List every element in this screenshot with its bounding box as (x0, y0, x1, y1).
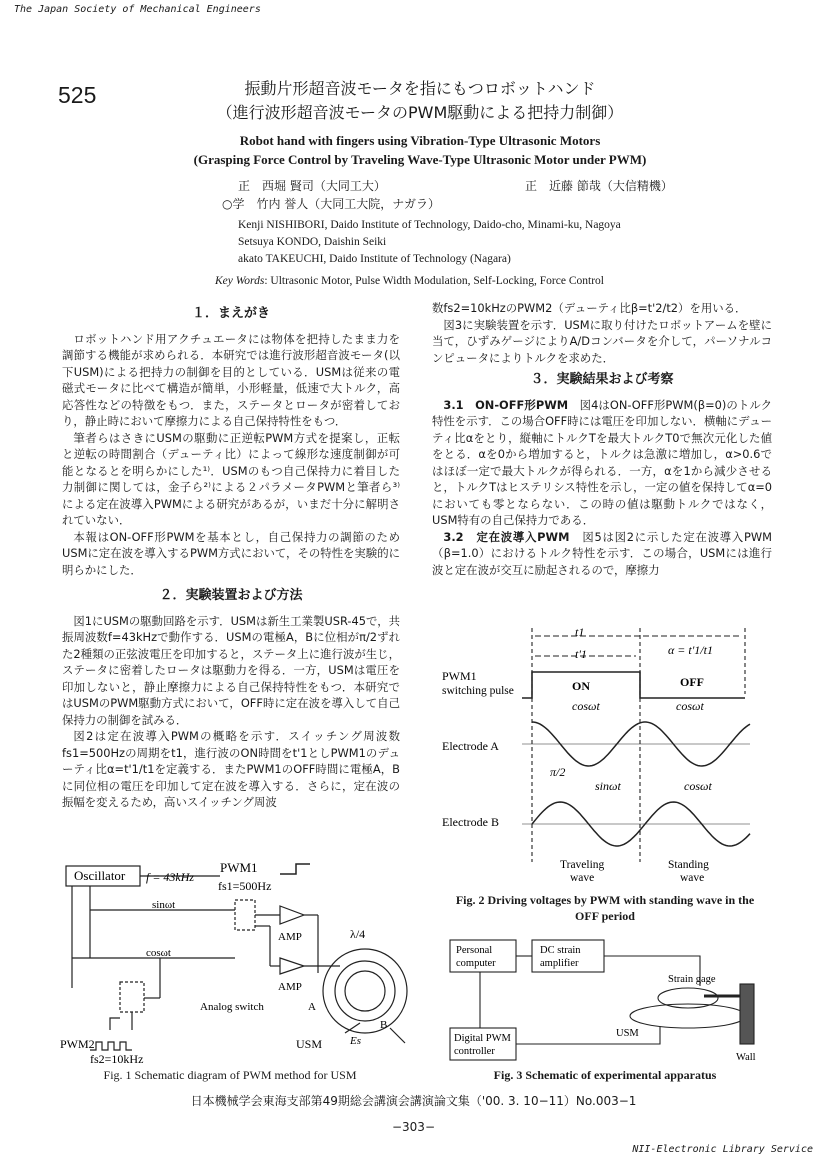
t1p-label: t'1 (575, 647, 587, 661)
paragraph-fig3: 図3に実験装置を示す．USMに取り付けたロボットアームを壁に当て，ひずみゲージによりA/Dコンバータを介して，パーソナルコンピュータによりトルクを求めた． (432, 317, 772, 365)
pwm1-label: PWM1 (220, 860, 258, 875)
title-en-line1: Robot hand with fingers using Vibration-Type Ultrasonic Motors (239, 133, 601, 148)
pi2-label: π/2 (550, 765, 566, 779)
es-label: Es (350, 1035, 361, 1047)
nii-footer: NII-Electronic Library Service (632, 1144, 813, 1155)
alpha-label: α = t'1/t1 (668, 643, 713, 657)
fs2-label: fs2=10kHz (90, 1052, 144, 1066)
sec2-paragraph-2: 図2は定在波導入PWMの概略を示す．スイッチング周波数fs1=500Hzの周期をt1，進行波のON時間をt'1としPWM1のデューティ比α=t'1/t1を定義する．またPWM1のOFF時間に電極A，Bに同位相の電圧を印加して定在波を導入する．さらに，定在波の振幅を変えるため，高いスイッチング周波 (62, 729, 400, 809)
figure-1-circuit (60, 858, 410, 1068)
figure-3-apparatus (440, 936, 770, 1071)
off-label: OFF (680, 675, 704, 689)
society-header: The Japan Society of Mechanical Engineers (14, 4, 261, 15)
standing-wave-label: wave (680, 872, 705, 884)
title-jp-line2: （進行波形超音波モータのPWM駆動による把持力制御） (216, 103, 624, 122)
subsection-3-1-text: 図4はON-OFF形PWM(β=0)のトルク特性を示す．この場合OFF時には電圧を印加しない．横軸にデューティ比αをとり，縦軸にトルクTを最大トルクT0で無次元化した値をとる．αを0から増加すると，トルクは急激に増加し，α>0.6ではほぼ一定で最大トルクが得られる．一方，αを1から減少させると，トルクTはヒステリシス特性を示し，一定の値を保持してα=0においても零とならない．この時の値は駆動トルクではなく，USM特有の自己保持力である． (432, 397, 772, 527)
switching-pulse-label: switching pulse (442, 685, 514, 697)
cos-label-1: cosωt (572, 699, 600, 713)
pwm1-pulse (522, 672, 745, 698)
sin-label-fig2: sinωt (595, 779, 621, 793)
analog-switch-label: Analog switch (200, 1001, 264, 1013)
dc-amp-label-2: amplifier (540, 958, 579, 969)
oscillator-label: Oscillator (74, 868, 126, 883)
keywords (215, 275, 604, 287)
author-en-3: akato TAKEUCHI, Daido Institute of Technology (Nagara) (238, 253, 511, 265)
electrode-b-label: B (380, 1019, 388, 1031)
right-column (432, 300, 772, 578)
cos-label-2: cosωt (676, 699, 704, 713)
electrode-b-label-fig2: Electrode B (442, 815, 499, 829)
page-number: −303− (391, 1120, 435, 1134)
electrode-a-label: A (308, 1001, 316, 1013)
amp-2 (280, 958, 304, 974)
keywords-text: : Ultrasonic Motor, Pulse Width Modulation, Self-Locking, Force Control (264, 275, 604, 287)
proceedings-footer: 日本機械学会東海支部第49期総会講演会講演論文集（'00. 3. 10−11）No.003−1 (190, 1094, 637, 1108)
lambda-label: λ/4 (350, 927, 366, 941)
amp-1 (280, 906, 304, 924)
strain-gage-label: Strain gage (668, 974, 716, 985)
pwm2-waveform (90, 1042, 132, 1050)
keywords-label: Key Words (215, 275, 265, 287)
usm-label: USM (296, 1037, 323, 1051)
figure-2-waveforms (440, 624, 770, 894)
wall-label: Wall (736, 1052, 756, 1063)
figure-3-caption: Fig. 3 Schematic of experimental apparatus (493, 1068, 717, 1082)
traveling-wave-label: wave (570, 872, 595, 884)
cos-label: cosωt (146, 947, 171, 959)
figure-2-caption-line1: Fig. 2 Driving voltages by PWM with standing wave in the (455, 893, 755, 907)
electrode-a-label-fig2: Electrode A (442, 739, 499, 753)
sec2-paragraph-1: 図1にUSMの駆動回路を示す．USMは新生工業製USR-45で，共振周波数f=43kHzで動作する．USMの電極A，Bに位相がπ/2ずれた2種類の正弦波電圧を印加すると，ステータ上に進行波が生じ，ステータに密着したロータは駆動力を得る．一方，USMは電圧を印加しないと，静止摩擦力による自己保持特性をもつ．本研究ではUSMのPWM駆動方式において，OFF時に定在波を導入して自己保持力の制御を試みる． (62, 613, 400, 727)
pc-label-2: computer (456, 958, 496, 969)
amp1-label: AMP (278, 931, 302, 943)
author-jp-3: ○学 竹内 誉人（大同工大院，ナガラ） (222, 197, 441, 211)
sec1-paragraph-2: 筆者らはさきにUSMの駆動に正逆転PWM方式を提案し，正転と逆転の時間割合（デューティ比）によって線形な速度制御が可能となるとを明らかにした¹⁾．USMのもつ自己保持力に着目した力制御に関しては，金子ら²⁾による２パラメータPWMと筆者ら³⁾による定在波導入PWMによる研究があるが，いまだ十分に解明されていない． (62, 430, 400, 527)
traveling-label: Traveling (560, 859, 605, 871)
fs1-label: fs1=500Hz (218, 879, 272, 893)
author-en-2: Setsuya KONDO, Daishin Seiki (238, 236, 387, 248)
dc-amp-label-1: DC strain (540, 945, 581, 956)
cos-label-3: cosωt (684, 779, 712, 793)
sin-label: sinωt (152, 899, 176, 911)
section-2-title: ２．実験装置および方法 (159, 588, 303, 603)
author-en-1: Kenji NISHIBORI, Daido Institute of Technology, Daido-cho, Minami-ku, Nagoya (238, 219, 621, 231)
on-label: ON (572, 679, 590, 693)
title-en-line2: (Grasping Force Control by Traveling Wave-Type Ultrasonic Motor under PWM) (193, 152, 647, 167)
pwm-controller-label-1: Digital PWM (454, 1033, 511, 1044)
switch-1 (235, 900, 255, 930)
standing-label: Standing (668, 859, 709, 871)
pwm-controller-label-2: controller (454, 1046, 495, 1057)
title-jp-line1: 振動片形超音波モータを指にもつロボットハンド (244, 79, 596, 98)
section-1-title: １．まえがき (191, 306, 270, 321)
pc-label-1: Personal (456, 945, 493, 956)
left-column (62, 300, 400, 811)
figure-2-caption-line2: OFF period (575, 909, 635, 923)
author-jp-2: 正 近藤 節哉（大信精機） (525, 179, 673, 193)
subsection-3-1-title: 3.1 ON-OFF形PWM (443, 397, 569, 412)
pwm2-label: PWM2 (60, 1037, 95, 1051)
usm-label-fig3: USM (616, 1028, 639, 1039)
paragraph-continued: 数fs2=10kHzのPWM2（デューティ比β=t'2/t2）を用いる． (432, 301, 747, 315)
subsection-3-2-title: 3.2 定在波導入PWM (443, 529, 570, 544)
subsection-3-2-text: 図5は図2に示した定在波導入PWM（β=1.0）におけるトルク特性を示す．この場合，USMには進行波と定在波が交互に励起されるので，摩擦力 (432, 529, 772, 577)
sec1-paragraph-1: ロボットハンド用アクチュエータには物体を把持したまま力を調節する機能が求められる．本研究では進行波形超音波モータ(以下USM)による把持力の制御を目的としている．USMは従来の電磁式モータに比べて構造が簡単，小形軽量，低速で大トルク，高応答性などの特徴をもつ．また，ステータとロータが密着しており，静止時において摩擦力による自己保持特性をもつ． (62, 331, 400, 428)
paper-number: 525 (58, 82, 97, 108)
sec1-paragraph-3: 本報はON-OFF形PWMを基本とし，自己保持力の調節のためUSMに定在波を導入するPWM方式において，その特性を実験的に明らかにした． (62, 529, 400, 577)
author-jp-1: 正 西堀 賢司（大同工大） (238, 179, 386, 193)
t1-label: t1 (575, 625, 585, 639)
pwm1-label-fig2: PWM1 (442, 669, 477, 683)
switch-2 (120, 982, 144, 1012)
wall-block (740, 984, 754, 1044)
section-3-title: ３．実験結果および考察 (530, 372, 674, 387)
figure-1-caption: Fig. 1 Schematic diagram of PWM method for USM (103, 1068, 357, 1082)
amp2-label: AMP (278, 981, 302, 993)
freq-label: f = 43kHz (146, 870, 195, 884)
